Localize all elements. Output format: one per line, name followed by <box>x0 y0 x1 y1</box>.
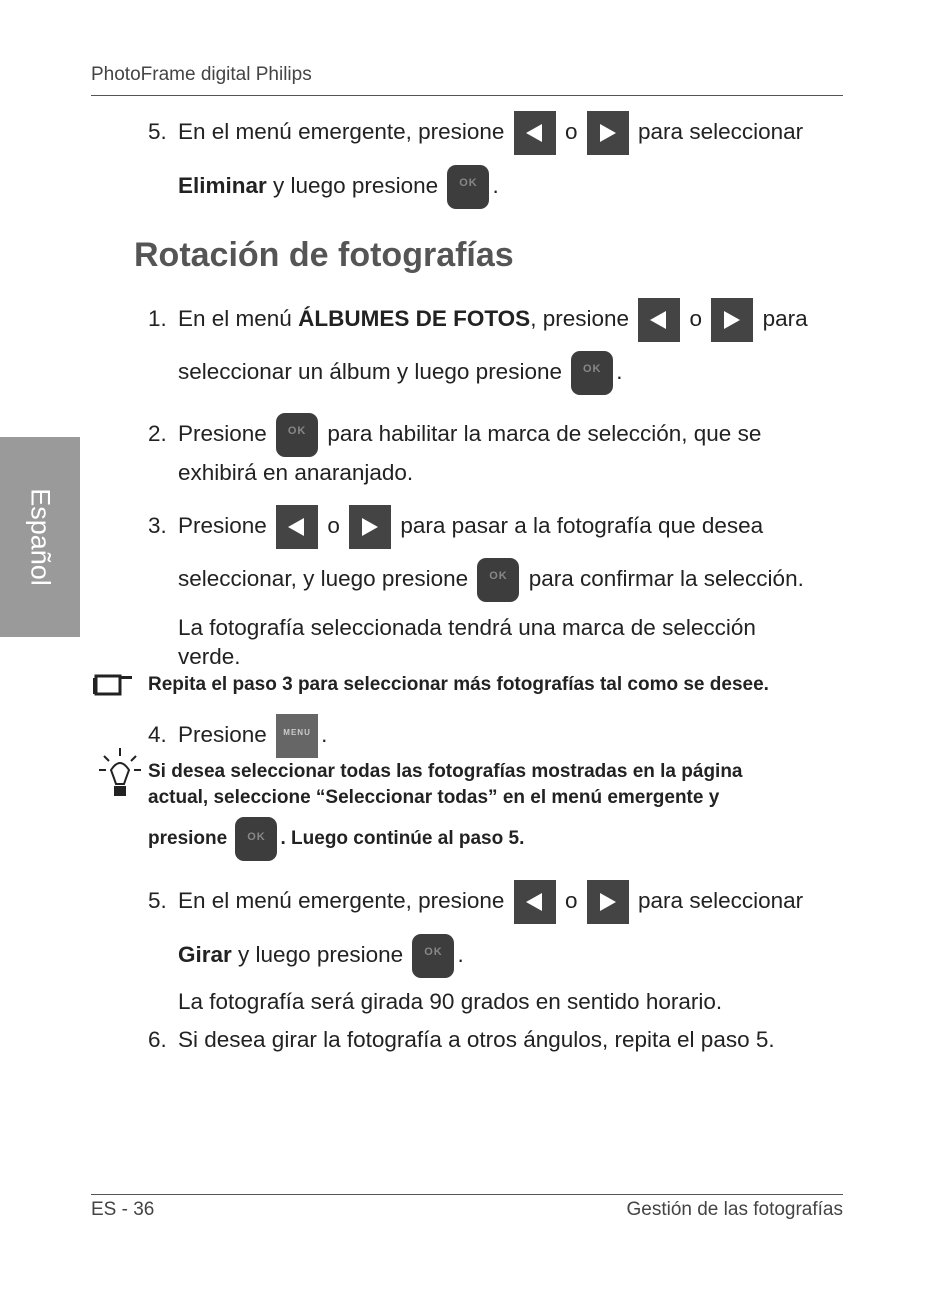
step-4-line: 4. Presione MENU . <box>148 714 327 758</box>
left-arrow-button-icon <box>638 298 680 342</box>
step-2-line-2: exhibirá en anaranjado. <box>178 460 414 485</box>
right-arrow-button-icon <box>349 505 391 549</box>
step-1-line-2: seleccionar un álbum y luego presione OK . <box>178 351 623 395</box>
step-6-line: 6. Si desea girar la fotografía a otros ángulos, repita el paso 5. <box>148 1027 775 1052</box>
ok-button-icon: OK <box>447 165 489 209</box>
step-3-line-2: seleccionar, y luego presione OK para confirmar la selección. <box>178 558 804 602</box>
language-side-tab-label: Español <box>25 488 56 586</box>
ok-button-icon: OK <box>276 413 318 457</box>
step-5b-line-3: La fotografía será girada 90 grados en sentido horario. <box>178 989 723 1014</box>
left-arrow-button-icon <box>514 111 556 155</box>
footer-divider <box>91 1194 843 1195</box>
step-5a-line-1: 5. En el menú emergente, presione o para seleccionar <box>148 111 803 155</box>
step-3-line-3: La fotografía seleccionada tendrá una marca de selección <box>178 615 756 640</box>
ok-button-icon: OK <box>477 558 519 602</box>
left-arrow-button-icon <box>276 505 318 549</box>
right-arrow-button-icon <box>587 111 629 155</box>
running-header: PhotoFrame digital Philips <box>91 64 312 85</box>
step-3-line-1: 3. Presione o para pasar a la fotografía que desea <box>148 505 763 549</box>
section-title: Rotación de fotografías <box>134 236 514 274</box>
ok-button-icon: OK <box>412 934 454 978</box>
step-5b-line-2: Girar y luego presione OK . <box>178 934 464 978</box>
page-number: ES - 36 <box>91 1199 155 1220</box>
left-arrow-button-icon <box>514 880 556 924</box>
ok-button-icon: OK <box>571 351 613 395</box>
footer-section-title: Gestión de las fotografías <box>626 1199 843 1220</box>
tip-line-3: presione OK . Luego continúe al paso 5. <box>148 817 524 861</box>
language-side-tab <box>0 437 80 637</box>
ok-button-icon: OK <box>235 817 277 861</box>
step-5b-line-1: 5. En el menú emergente, presione o para seleccionar <box>148 880 803 924</box>
note-text: Repita el paso 3 para seleccionar más fotografías tal como se desee. <box>148 674 769 695</box>
right-arrow-button-icon <box>711 298 753 342</box>
right-arrow-button-icon <box>587 880 629 924</box>
tip-line-2: actual, seleccione “Seleccionar todas” en el menú emergente y <box>148 787 720 808</box>
tip-line-1: Si desea seleccionar todas las fotografías mostradas en la página <box>148 761 743 782</box>
menu-button-icon: MENU <box>276 714 318 758</box>
note-icon <box>93 672 135 696</box>
step-5a-line-2: Eliminar y luego presione OK . <box>178 165 499 209</box>
step-1-line-1: 1. En el menú ÁLBUMES DE FOTOS, presione o para <box>148 298 808 342</box>
header-divider <box>91 95 843 96</box>
step-3-line-4: verde. <box>178 644 241 669</box>
lightbulb-tip-icon <box>98 746 142 802</box>
step-2-line-1: 2. Presione OK para habilitar la marca de selección, que se <box>148 413 761 457</box>
